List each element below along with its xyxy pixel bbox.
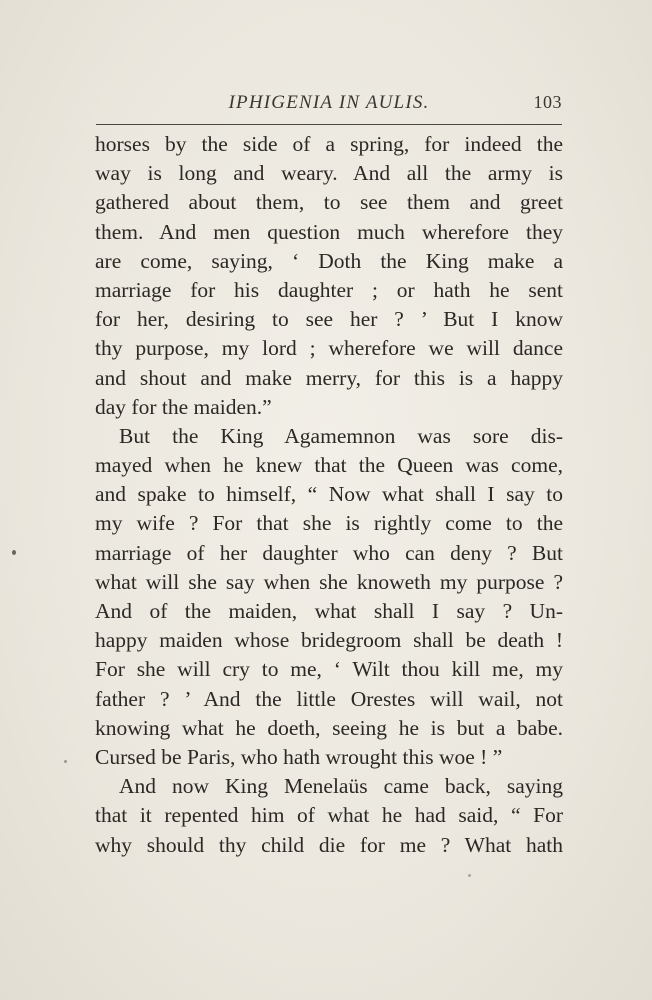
body-text — [95, 130, 563, 860]
paragraph-end-line: Cursed be Paris, who hath wrought this woe ! ” — [95, 744, 503, 769]
paragraph-start-line: And now King Menelaüs came back, saying — [119, 774, 563, 799]
paper-speck — [64, 760, 67, 763]
header-rule — [96, 124, 562, 125]
text-line: For she will cry to me, ‘ Wilt thou kill me, my — [95, 657, 563, 682]
text-line: my wife ? For that she is rightly come to the — [95, 511, 563, 536]
text-line: happy maiden whose bridegroom shall be death ! — [95, 628, 563, 653]
text-line: for her, desiring to see her ? ’ But I know — [95, 307, 563, 332]
text-line: that it repented him of what he had said, “ For — [95, 803, 563, 828]
text-line: them. And men question much wherefore they — [95, 219, 563, 244]
text-line: and shout and make merry, for this is a happy — [95, 365, 563, 390]
text-line: are come, saying, ‘ Doth the King make a — [95, 248, 563, 273]
text-line: knowing what he doeth, seeing he is but a babe. — [95, 715, 563, 740]
paragraph-end-line: day for the maiden.” — [95, 394, 272, 419]
paper-speck — [12, 550, 16, 555]
text-line: father ? ’ And the little Orestes will wail, not — [95, 686, 563, 711]
paper-speck — [468, 874, 471, 877]
text-line: why should thy child die for me ? What hath — [95, 832, 563, 857]
text-line: marriage of her daughter who can deny ? But — [95, 540, 563, 565]
text-line: gathered about them, to see them and greet — [95, 190, 563, 215]
text-line: horses by the side of a spring, for indeed the — [95, 132, 563, 156]
text-line: mayed when he knew that the Queen was come, — [95, 453, 563, 478]
text-line: And of the maiden, what shall I say ? Un- — [95, 599, 563, 623]
running-head — [96, 92, 562, 116]
text-line: and spake to himself, “ Now what shall I say to — [95, 482, 563, 507]
text-line: marriage for his daughter ; or hath he sent — [95, 277, 563, 302]
paragraph-start-line: But the King Agamemnon was sore dis- — [119, 423, 563, 448]
text-line: thy purpose, my lord ; wherefore we will dance — [95, 336, 563, 361]
text-line: way is long and weary. And all the army is — [95, 161, 563, 186]
text-line: what will she say when she knoweth my purpose ? — [95, 569, 563, 594]
running-title: IPHIGENIA IN AULIS. — [228, 92, 430, 113]
page-number: 103 — [533, 92, 562, 112]
